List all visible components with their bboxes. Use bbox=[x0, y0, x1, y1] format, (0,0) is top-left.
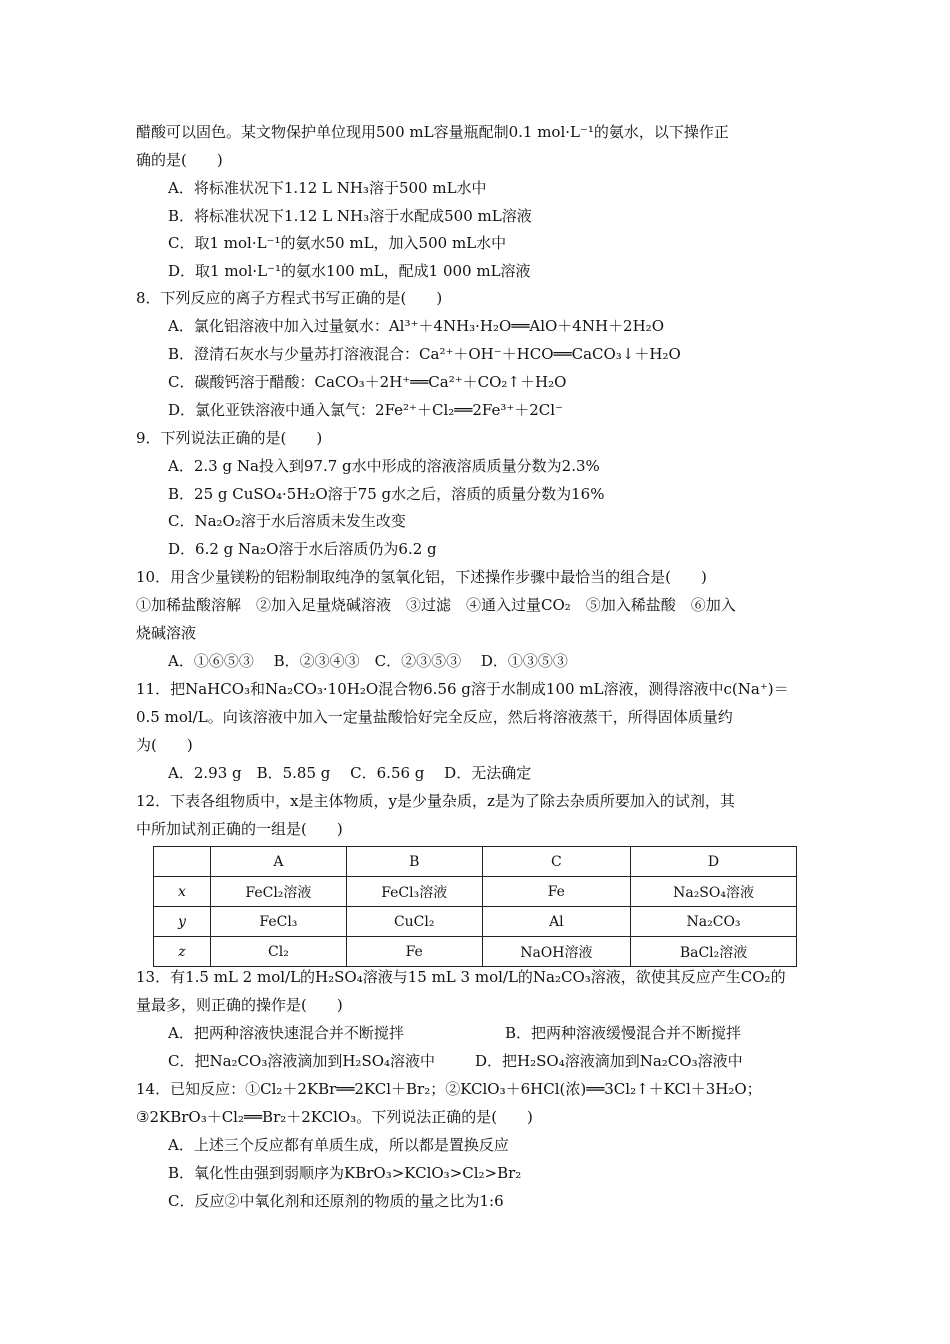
text-line: 量最多，则正确的操作是( ) bbox=[136, 996, 343, 1014]
table-cell: Cl₂ bbox=[211, 937, 347, 967]
option-line: B．澄清石灰水与少量苏打溶液混合：Ca²⁺＋OH⁻＋HCO══CaCO₃↓＋H₂O bbox=[168, 345, 681, 363]
option-line: B．25 g CuSO₄·5H₂O溶于75 g水之后，溶质的质量分数为16% bbox=[168, 485, 605, 503]
table-cell: BaCl₂溶液 bbox=[631, 937, 797, 967]
table-cell: Na₂SO₄溶液 bbox=[631, 877, 797, 907]
table-cell: Na₂CO₃ bbox=[631, 907, 797, 937]
table-cell: CuCl₂ bbox=[346, 907, 482, 937]
option-line: A．上述三个反应都有单质生成，所以都是置换反应 bbox=[168, 1136, 509, 1154]
option-line: A．将标准状况下1.12 L NH₃溶于500 mL水中 bbox=[168, 179, 487, 197]
table-cell: x bbox=[154, 877, 211, 907]
option-line: C．把Na₂CO₃溶液滴加到H₂SO₄溶液中 bbox=[168, 1052, 436, 1070]
table-cell: z bbox=[154, 937, 211, 967]
table-cell bbox=[154, 847, 211, 877]
question-line: 12．下表各组物质中，x是主体物质，y是少量杂质，z是为了除去杂质所要加入的试剂，其 bbox=[136, 792, 735, 810]
reagent-table bbox=[153, 846, 797, 967]
option-line: A．把两种溶液快速混合并不断搅拌 bbox=[168, 1024, 404, 1042]
table-cell: FeCl₂溶液 bbox=[211, 877, 347, 907]
option-line: C．Na₂O₂溶于水后溶质未发生改变 bbox=[168, 512, 406, 530]
table-cell: A bbox=[211, 847, 347, 877]
table-row bbox=[154, 937, 797, 967]
table-cell: NaOH溶液 bbox=[482, 937, 630, 967]
table-row bbox=[154, 907, 797, 937]
text-line: 醋酸可以固色。某文物保护单位现用500 mL容量瓶配制0.1 mol·L⁻¹的氨水，以下操作正 bbox=[136, 123, 729, 141]
option-line: D．氯化亚铁溶液中通入氯气：2Fe²⁺＋Cl₂══2Fe³⁺＋2Cl⁻ bbox=[168, 401, 563, 419]
option-line: A．2.3 g Na投入到97.7 g水中形成的溶液溶质质量分数为2.3% bbox=[168, 457, 600, 475]
text-line: 为( ) bbox=[136, 736, 193, 754]
question-line: 9．下列说法正确的是( ) bbox=[136, 429, 323, 447]
text-line: ①加稀盐酸溶解 ②加入足量烧碱溶液 ③过滤 ④通入过量CO₂ ⑤加入稀盐酸 ⑥加入 bbox=[136, 596, 736, 614]
option-line: A．2.93 g B．5.85 g C．6.56 g D．无法确定 bbox=[168, 764, 532, 782]
table-cell: y bbox=[154, 907, 211, 937]
table-cell: Fe bbox=[346, 937, 482, 967]
option-line: A．①⑥⑤③ B．②③④③ C．②③⑤③ D．①③⑤③ bbox=[168, 652, 568, 670]
table-cell: C bbox=[482, 847, 630, 877]
question-line: 14．已知反应：①Cl₂＋2KBr══2KCl＋Br₂；②KClO₃＋6HCl(浓)══3Cl₂↑＋KCl＋3H₂O； bbox=[136, 1080, 762, 1098]
question-line: 8．下列反应的离子方程式书写正确的是( ) bbox=[136, 289, 443, 307]
text-line: 烧碱溶液 bbox=[136, 624, 197, 642]
question-line: 10．用含少量镁粉的铝粉制取纯净的氢氧化铝，下述操作步骤中最恰当的组合是( ) bbox=[136, 568, 707, 586]
option-line: C．碳酸钙溶于醋酸：CaCO₃＋2H⁺══Ca²⁺＋CO₂↑＋H₂O bbox=[168, 373, 567, 391]
table-cell: B bbox=[346, 847, 482, 877]
option-line: B．把两种溶液缓慢混合并不断搅拌 bbox=[505, 1024, 742, 1042]
text-line: ③2KBrO₃＋Cl₂══Br₂＋2KClO₃。下列说法正确的是( ) bbox=[136, 1108, 533, 1126]
option-line: A．氯化铝溶液中加入过量氨水：Al³⁺＋4NH₃·H₂O══AlO＋4NH＋2H₂O bbox=[168, 317, 664, 335]
table-cell: D bbox=[631, 847, 797, 877]
option-line: D．把H₂SO₄溶液滴加到Na₂CO₃溶液中 bbox=[475, 1052, 743, 1070]
option-line: B．氧化性由强到弱顺序为KBrO₃>KClO₃>Cl₂>Br₂ bbox=[168, 1164, 522, 1182]
table-row bbox=[154, 877, 797, 907]
option-line: B．将标准状况下1.12 L NH₃溶于水配成500 mL溶液 bbox=[168, 207, 532, 225]
question-line: 13．有1.5 mL 2 mol/L的H₂SO₄溶液与15 mL 3 mol/L的Na₂CO₃溶液，欲使其反应产生CO₂的 bbox=[136, 968, 786, 986]
option-line: C．取1 mol·L⁻¹的氨水50 mL，加入500 mL水中 bbox=[168, 234, 507, 252]
table-cell: FeCl₃ bbox=[211, 907, 347, 937]
table-header-row bbox=[154, 847, 797, 877]
table-cell: FeCl₃溶液 bbox=[346, 877, 482, 907]
text-line: 确的是( ) bbox=[136, 151, 223, 169]
table-cell: Fe bbox=[482, 877, 630, 907]
option-line: C．反应②中氧化剂和还原剂的物质的量之比为1:6 bbox=[168, 1192, 504, 1210]
option-line: D．6.2 g Na₂O溶于水后溶质仍为6.2 g bbox=[168, 540, 437, 558]
table-cell: Al bbox=[482, 907, 630, 937]
question-line: 11．把NaHCO₃和Na₂CO₃·10H₂O混合物6.56 g溶于水制成100 mL溶液，测得溶液中c(Na⁺)＝ bbox=[136, 680, 789, 698]
text-line: 中所加试剂正确的一组是( ) bbox=[136, 820, 343, 838]
option-line: D．取1 mol·L⁻¹的氨水100 mL，配成1 000 mL溶液 bbox=[168, 262, 531, 280]
text-line: 0.5 mol/L。向该溶液中加入一定量盐酸恰好完全反应，然后将溶液蒸干，所得固体质量约 bbox=[136, 708, 733, 726]
